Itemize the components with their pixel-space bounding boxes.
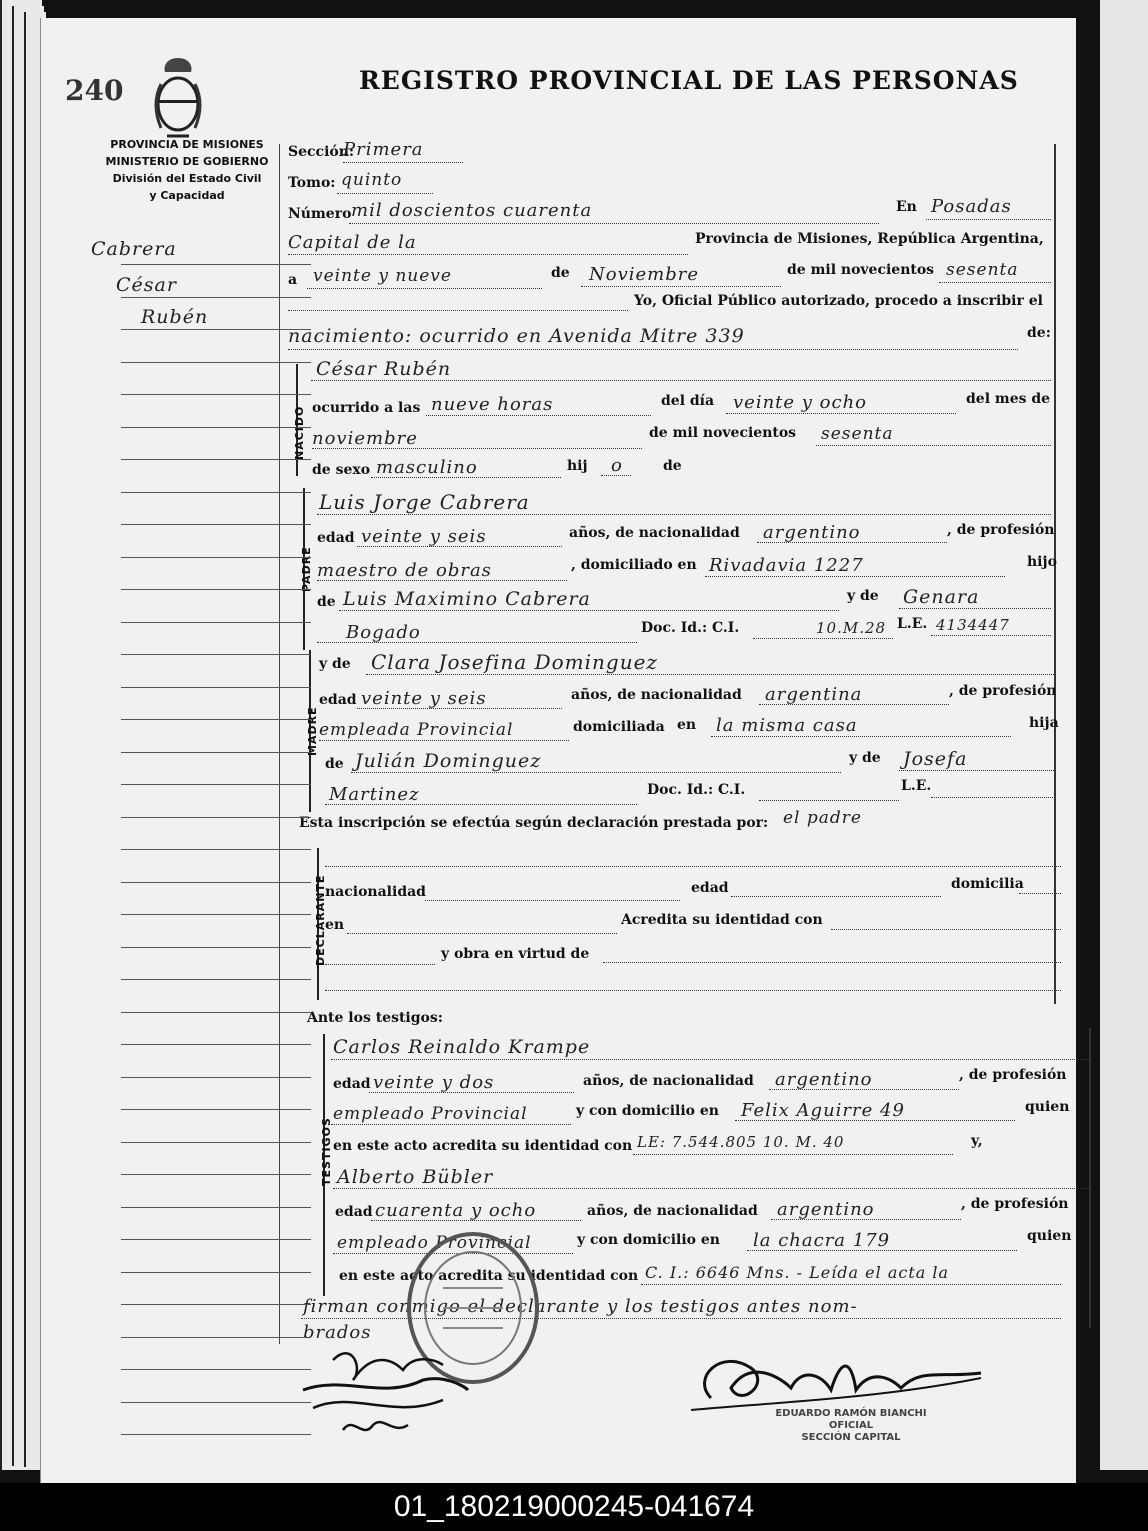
nacido-nombre-line xyxy=(311,380,1051,381)
margin-second-name: Rubén xyxy=(141,306,209,328)
abuelo-materno-line xyxy=(351,772,841,773)
next-page-edge xyxy=(1100,0,1148,1470)
testigo1-nacionalidad-line xyxy=(769,1089,959,1090)
margin-ruled-line xyxy=(121,719,311,720)
sexo-value: masculino xyxy=(376,457,478,478)
madre-nombre-line xyxy=(366,674,1056,675)
margin-ruled-line xyxy=(121,329,311,330)
declarante-obra-line xyxy=(603,962,1061,963)
abuela-paterna-value: Genara xyxy=(903,586,980,608)
hora-value: nueve horas xyxy=(431,394,554,415)
madre-profesion-value: empleada Provincial xyxy=(319,720,514,740)
margin-ruled-line xyxy=(121,1272,311,1273)
padre-domicilio-value: Rivadavia 1227 xyxy=(709,555,864,576)
fecha-anio-value: sesenta xyxy=(946,260,1019,280)
nacido-mes-line xyxy=(312,448,642,449)
sexo-label: de sexo xyxy=(312,462,371,478)
tomo-label: Tomo: xyxy=(288,175,336,191)
org-block xyxy=(87,136,287,204)
margin-surname: Cabrera xyxy=(91,238,177,260)
padre-nacionalidad-value: argentino xyxy=(763,522,861,543)
testigo2-profesion-value: empleado Provincial xyxy=(337,1233,532,1253)
org-line-province: PROVINCIA DE MISIONES xyxy=(110,138,264,151)
testigo2-edad-line xyxy=(371,1220,581,1221)
padre-ci-line xyxy=(753,638,893,639)
testigo1-edad-label: edad xyxy=(333,1076,371,1092)
provincia-text: Provincia de Misiones, República Argentina, xyxy=(695,231,1044,247)
madre-domicilio-line xyxy=(711,736,1011,737)
margin-ruled-line xyxy=(121,394,311,395)
declarante-acredita-line xyxy=(831,929,1061,930)
declarante-edad-label: edad xyxy=(691,880,729,896)
abuelo-paterno-line xyxy=(339,610,839,611)
padre-doc-label: Doc. Id.: C.I. xyxy=(641,620,740,636)
testigo2-edad-label: edad xyxy=(335,1204,373,1220)
fecha-mes-value: Noviembre xyxy=(589,264,700,285)
org-line-division: División del Estado Civil xyxy=(112,172,262,185)
testigo1-nombre-value: Carlos Reinaldo Krampe xyxy=(333,1036,591,1058)
right-border-lower xyxy=(1089,1028,1091,1328)
testigo1-domicilio-line xyxy=(735,1120,1015,1121)
witness-signatures xyxy=(293,1330,473,1450)
margin-ruled-line xyxy=(121,1142,311,1143)
testigo1-anios-label: años, de nacionalidad xyxy=(583,1073,754,1089)
abuela-paterna-apellido: Bogado xyxy=(346,622,421,643)
acto-line xyxy=(288,349,1018,350)
testigo2-domicilio-line xyxy=(747,1250,1017,1251)
coat-of-arms-icon xyxy=(147,54,209,146)
margin-ruled-line xyxy=(121,622,311,623)
fecha-mes-line xyxy=(581,286,781,287)
nacido-nombre-value: César Rubén xyxy=(316,358,452,380)
declarante-domicilia-label: domicilia xyxy=(951,876,1024,892)
seccion-label: Sección: xyxy=(288,144,355,160)
numero-value: mil doscientos cuarenta xyxy=(351,200,593,221)
margin-ruled-line xyxy=(121,752,311,753)
margin-ruled-line xyxy=(121,687,311,688)
margin-ruled-line xyxy=(121,524,311,525)
testigo2-domicilio-value: la chacra 179 xyxy=(753,1230,891,1251)
testigo1-nombre-line xyxy=(331,1059,1089,1060)
a-label: a xyxy=(288,272,298,288)
margin-ruled-line xyxy=(121,589,311,590)
margin-ruled-line xyxy=(121,264,311,265)
madre-hija-label: hija xyxy=(1029,715,1059,731)
testigo1-doc-line xyxy=(633,1154,953,1155)
padre-section-label: PADRE xyxy=(300,546,313,592)
numero-line xyxy=(349,223,879,224)
official-title: OFICIAL xyxy=(828,1420,874,1431)
margin-ruled-line xyxy=(121,362,311,363)
padre-le-value: 4134447 xyxy=(936,616,1010,634)
en-value: Posadas xyxy=(931,196,1012,217)
declarante-obra-label: y obra en virtud de xyxy=(441,946,590,962)
padre-de-label: de xyxy=(317,594,336,610)
madre-section-label: MADRE xyxy=(306,706,319,756)
fecha-de-label: de xyxy=(551,265,570,281)
madre-en-label: en xyxy=(677,717,697,733)
abuelo-materno-value: Julián Dominguez xyxy=(355,750,542,772)
margin-ruled-line xyxy=(121,1044,311,1045)
padre-hijo-label: hijo xyxy=(1027,554,1057,570)
abuela-paterna-line xyxy=(899,608,1051,609)
hora-line xyxy=(426,415,651,416)
testigo2-nombre-value: Alberto Bübler xyxy=(337,1166,494,1188)
declarante-nombre-line xyxy=(325,866,1061,867)
margin-ruled-line xyxy=(121,1012,311,1013)
testigo1-profesion-value: empleado Provincial xyxy=(333,1104,528,1124)
de-colon: de: xyxy=(1027,325,1051,341)
abuela-materna-apellido: Martinez xyxy=(329,784,420,805)
madre-nacionalidad-line xyxy=(759,704,949,705)
hij-de-label: de xyxy=(663,458,682,474)
margin-ruled-line xyxy=(121,947,311,948)
madre-edad-label: edad xyxy=(319,692,357,708)
margin-ruled-line xyxy=(121,427,311,428)
padre-ci-value: 10.M.28 xyxy=(816,619,887,637)
margin-ruled-line xyxy=(121,784,311,785)
margin-divider xyxy=(279,144,280,1344)
official-name: EDUARDO RAMÓN BIANCHI xyxy=(775,1408,927,1419)
fecha-dia-value: veinte y nueve xyxy=(313,266,452,286)
madre-de-label: de xyxy=(325,756,344,772)
acto-value: nacimiento: ocurrido en Avenida Mitre 339 xyxy=(288,325,745,347)
fecha-dia-line xyxy=(307,288,542,289)
margin-ruled-line xyxy=(121,297,311,298)
oficial-text: Yo, Oficial Público autorizado, procedo a inscribir el xyxy=(634,293,1043,309)
declarante-en-line xyxy=(347,933,617,934)
cierre-line-2: brados xyxy=(303,1322,372,1343)
margin-ruled-line xyxy=(121,1369,311,1370)
padre-edad-line xyxy=(357,546,562,547)
testigo1-y-label: y, xyxy=(971,1133,983,1149)
official-name-stamp xyxy=(751,1408,951,1444)
padre-le-line xyxy=(931,635,1051,636)
testigo2-doc-line xyxy=(641,1284,1061,1285)
madre-domiciliada-label: domiciliada xyxy=(573,719,665,735)
abuela-paterna-apellido-line xyxy=(317,642,637,643)
testigo1-nacionalidad-value: argentino xyxy=(775,1069,873,1090)
testigo1-domicilio-value: Felix Aguirre 49 xyxy=(741,1100,905,1121)
padre-edad-label: edad xyxy=(317,530,355,546)
nacido-section-label: NACIDO xyxy=(293,405,306,460)
margin-ruled-line xyxy=(121,817,311,818)
fecha-anio-line xyxy=(939,282,1051,283)
hij-line xyxy=(601,475,631,476)
testigos-intro: Ante los testigos: xyxy=(307,1010,443,1026)
testigo2-domicilio-label: y con domicilio en xyxy=(577,1232,720,1248)
padre-y-de-label: y de xyxy=(847,588,879,604)
padre-domicilio-line xyxy=(705,576,1005,577)
declarante-domicilia-line xyxy=(1019,893,1061,894)
del-mes-label: del mes de xyxy=(966,391,1051,407)
image-id-footer: 01_180219000245-041674 xyxy=(0,1483,1148,1531)
tomo-value: quinto xyxy=(341,170,403,190)
margin-ruled-line xyxy=(121,1109,311,1110)
testigo2-acredita-label: en este acto acredita su identidad con xyxy=(339,1268,639,1284)
testigo1-doc-value: LE: 7.544.805 10. M. 40 xyxy=(637,1133,845,1151)
official-section: SECCIÓN CAPITAL xyxy=(801,1432,901,1443)
margin-ruled-line xyxy=(121,849,311,850)
testigo1-quien-label: quien xyxy=(1025,1099,1070,1115)
nacido-dia-value: veinte y ocho xyxy=(733,392,868,413)
declarante-acredita-label: Acredita su identidad con xyxy=(621,912,823,928)
cierre-line-1: firman conmigo el declarante y los testigos antes nom- xyxy=(303,1296,858,1317)
tomo-line xyxy=(337,193,433,194)
testigo1-profesion-line xyxy=(331,1124,571,1125)
margin-ruled-line xyxy=(121,1337,311,1338)
testigo2-profesion-label: , de profesión xyxy=(961,1196,1069,1212)
margin-ruled-line xyxy=(121,654,311,655)
testigo1-profesion-label: , de profesión xyxy=(959,1067,1067,1083)
abuela-materna-line xyxy=(899,770,1054,771)
hij-value: o xyxy=(611,455,623,476)
padre-domicilio-label: , domiciliado en xyxy=(571,557,697,573)
madre-nacionalidad-value: argentina xyxy=(765,684,863,705)
madre-domicilio-value: la misma casa xyxy=(716,715,858,736)
abuelo-paterno-value: Luis Maximino Cabrera xyxy=(343,588,591,610)
margin-ruled-line xyxy=(121,1402,311,1403)
margin-ruled-line xyxy=(121,1239,311,1240)
margin-ruled-line xyxy=(121,882,311,883)
declarante-extra-line xyxy=(325,990,1061,991)
en-line xyxy=(926,219,1051,220)
margin-ruled-line xyxy=(121,557,311,558)
margin-ruled-line xyxy=(121,492,311,493)
register-sheet xyxy=(40,18,1076,1483)
numero-label: Número xyxy=(288,206,352,222)
seccion-value: Primera xyxy=(343,139,424,160)
madre-ci-line xyxy=(759,800,899,801)
madre-y-de-label: y de xyxy=(319,656,351,672)
madre-y-de2-label: y de xyxy=(849,750,881,766)
margin-ruled-line xyxy=(121,1434,311,1435)
padre-nacionalidad-line xyxy=(757,542,947,543)
org-line-capacity: y Capacidad xyxy=(149,189,225,202)
madre-edad-line xyxy=(357,708,562,709)
padre-nombre-value: Luis Jorge Cabrera xyxy=(319,490,530,514)
nacido-mes-value: noviembre xyxy=(312,428,418,449)
del-dia-label: del día xyxy=(661,393,715,409)
testigo1-edad-line xyxy=(369,1092,574,1093)
testigo2-nacionalidad-value: argentino xyxy=(777,1199,875,1220)
padre-anios-label: años, de nacionalidad xyxy=(569,525,740,541)
nacido-anio-line xyxy=(816,445,1051,446)
madre-profesion-label: , de profesión xyxy=(949,683,1057,699)
testigo1-edad-value: veinte y dos xyxy=(373,1072,495,1093)
margin-ruled-line xyxy=(121,1077,311,1078)
en-label: En xyxy=(896,199,917,215)
oficial-line xyxy=(288,310,628,311)
right-border xyxy=(1054,144,1056,1004)
declarante-en-label: en xyxy=(325,917,345,933)
declarante-nacionalidad-line xyxy=(425,900,680,901)
margin-ruled-line xyxy=(121,1207,311,1208)
margin-ruled-line xyxy=(121,1304,311,1305)
org-line-ministry: MINISTERIO DE GOBIERNO xyxy=(105,155,269,168)
margin-first-name: César xyxy=(116,274,177,296)
abuela-materna-apellido-line xyxy=(325,804,637,805)
declarante-nacionalidad-label: nacionalidad xyxy=(325,884,426,900)
page-number: 240 xyxy=(65,74,124,107)
madre-doc-label: Doc. Id.: C.I. xyxy=(647,782,746,798)
testigo2-nombre-line xyxy=(333,1188,1089,1189)
nacido-mil-label: de mil novecientos xyxy=(649,425,797,441)
testigo2-quien-label: quien xyxy=(1027,1228,1072,1244)
padre-profesion-value: maestro de obras xyxy=(317,560,492,581)
abuela-materna-value: Josefa xyxy=(903,748,968,770)
madre-profesion-line xyxy=(319,740,569,741)
margin-ruled-line xyxy=(121,979,311,980)
madre-le-line xyxy=(931,797,1055,798)
padre-edad-value: veinte y seis xyxy=(361,526,487,547)
padre-profesion-line xyxy=(317,580,567,581)
ocurrido-label: ocurrido a las xyxy=(312,400,421,416)
declarante-doc-line xyxy=(325,964,435,965)
margin-ruled-line xyxy=(121,914,311,915)
margin-ruled-line xyxy=(121,1174,311,1175)
padre-nombre-line xyxy=(317,514,1051,515)
margin-ruled-line xyxy=(121,459,311,460)
sexo-line xyxy=(371,477,561,478)
padre-profesion-label: , de profesión xyxy=(947,522,1055,538)
testigo1-domicilio-label: y con domicilio en xyxy=(576,1103,719,1119)
capital-line xyxy=(288,254,688,255)
madre-le-label: L.E. xyxy=(901,778,932,794)
padre-le-label: L.E. xyxy=(897,616,928,632)
nacido-dia-line xyxy=(726,413,956,414)
declaracion-text: Esta inscripción se efectúa según declaración prestada por: xyxy=(299,815,769,831)
hij-label: hij xyxy=(567,458,588,474)
madre-nombre-value: Clara Josefina Dominguez xyxy=(371,650,658,674)
capital-value: Capital de la xyxy=(288,232,417,253)
nacido-anio-value: sesenta xyxy=(821,424,894,444)
declarante-section-label: DECLARANTE xyxy=(314,874,327,966)
testigo2-edad-value: cuarenta y ocho xyxy=(375,1200,537,1221)
declaracion-value: el padre xyxy=(783,808,862,828)
fecha-mil-text: de mil novecientos xyxy=(787,262,935,278)
testigo2-anios-label: años, de nacionalidad xyxy=(587,1203,758,1219)
testigo1-acredita-label: en este acto acredita su identidad con xyxy=(333,1138,633,1154)
testigos-section-label: TESTIGOS xyxy=(320,1117,333,1186)
page-title: REGISTRO PROVINCIAL DE LAS PERSONAS xyxy=(359,66,1019,95)
testigo2-doc-value: C. I.: 6646 Mns. - Leída el acta la xyxy=(645,1263,950,1282)
madre-edad-value: veinte y seis xyxy=(361,688,487,709)
testigo2-nacionalidad-line xyxy=(771,1219,961,1220)
seccion-line xyxy=(343,162,463,163)
declarante-edad-line xyxy=(731,896,941,897)
madre-anios-label: años, de nacionalidad xyxy=(571,687,742,703)
